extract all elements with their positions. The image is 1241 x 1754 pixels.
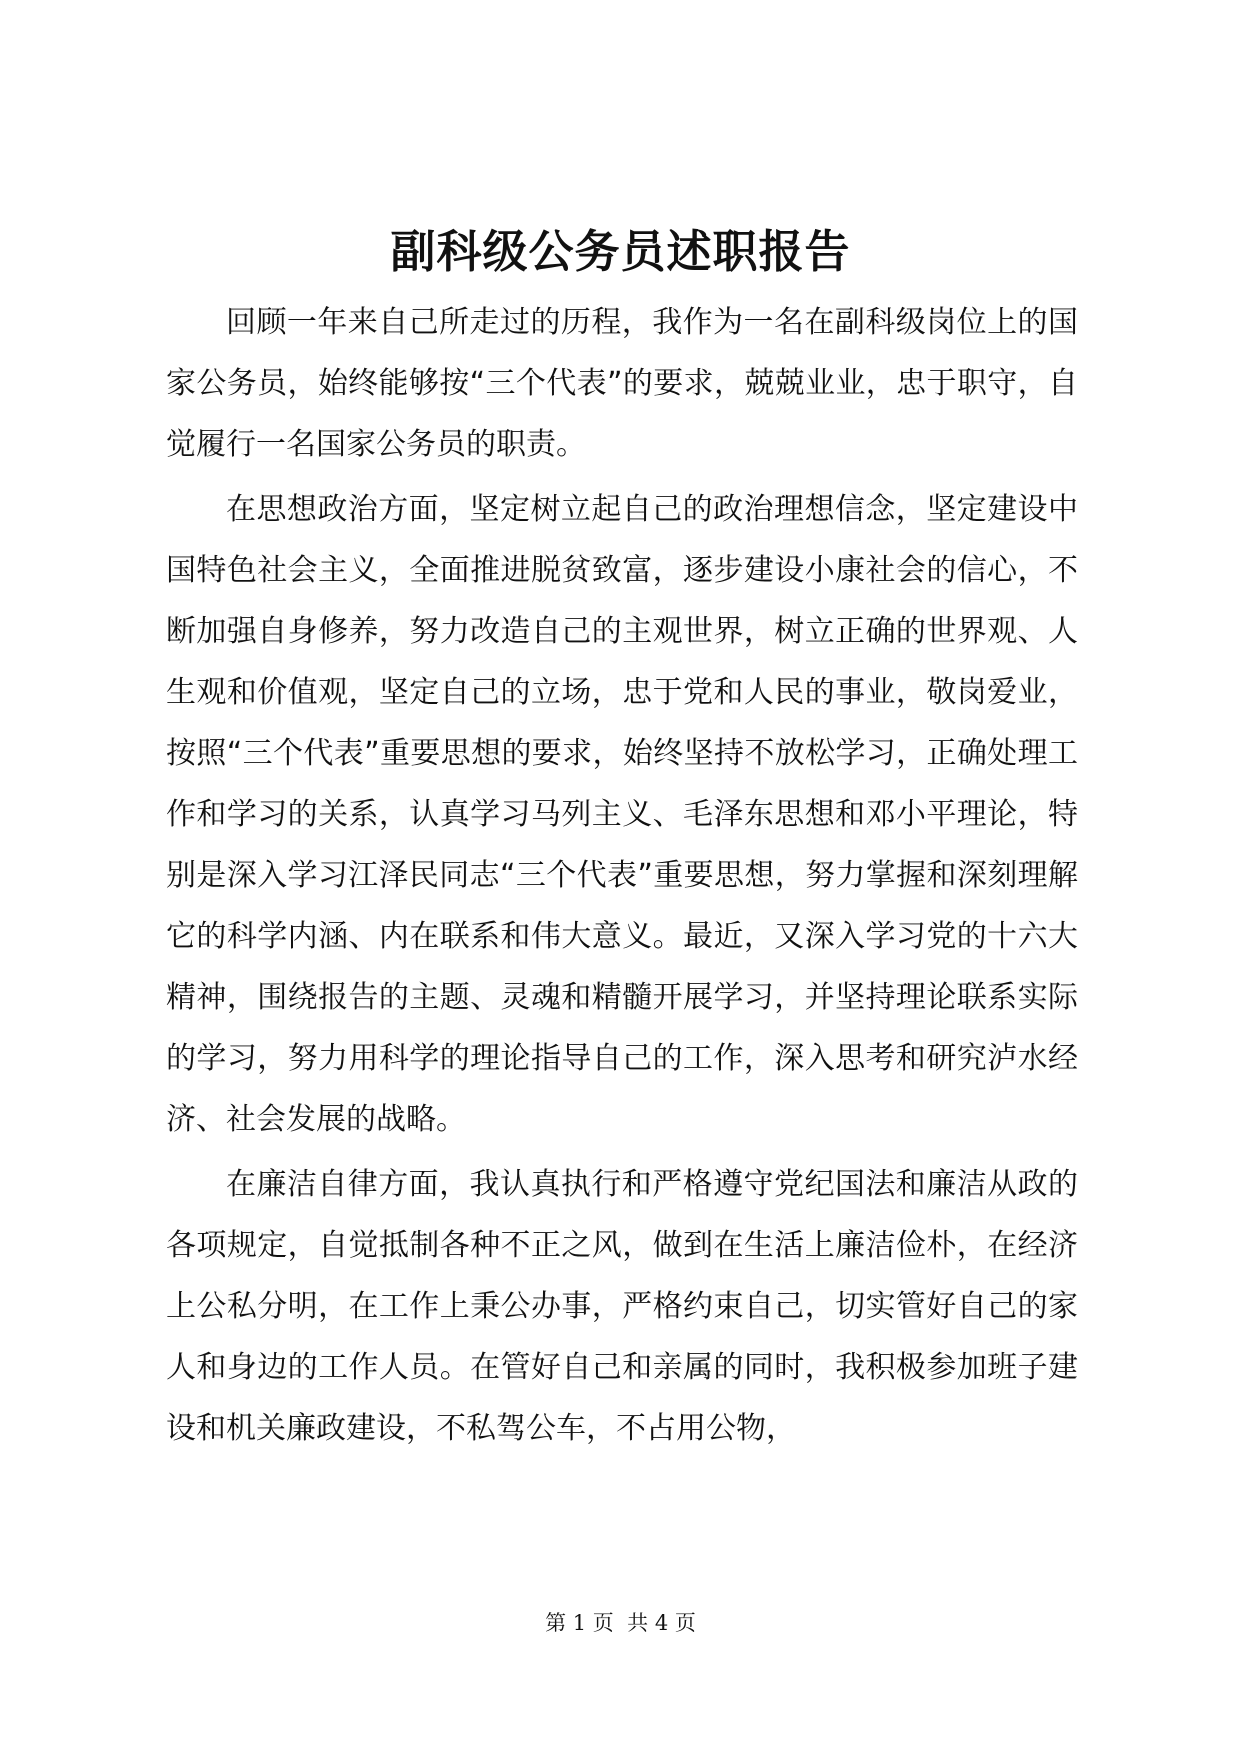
paragraph-ideology: 在思想政治方面，坚定树立起自己的政治理想信念，坚定建设中国特色社会主义，全面推进脱贫致富，逐步建设小康社会的信心，不断加强自身修养，努力改造自己的主观世界，树立正确的世界观、人生观和价值观，坚定自己的立场，忠于党和人民的事业，敬岗爱业，按照“三个代表”重要思想的要求，始终坚持不放松学习，正确处理工作和学习的关系，认真学习马列主义、毛泽东思想和邓小平理论，特别是深入学习江泽民同志“三个代表”重要思想，努力掌握和深刻理解它的科学内涵、内在联系和伟大意义。最近，又深入学习党的十六大精神，围绕报告的主题、灵魂和精髓开展学习，并坚持理论联系实际的学习，努力用科学的理论指导自己的工作，深入思考和研究泸水经济、社会发展的战略。 xyxy=(166,492,1078,1137)
footer-spacer xyxy=(614,1611,627,1635)
paragraph-intro: 回顾一年来自己所走过的历程，我作为一名在副科级岗位上的国家公务员，始终能够按“三个代表”的要求，兢兢业业，忠于职守，自觉履行一名国家公务员的职责。 xyxy=(166,305,1078,462)
paragraph-integrity: 在廉洁自律方面，我认真执行和严格遵守党纪国法和廉洁从政的各项规定，自觉抵制各种不正之风，做到在生活上廉洁俭朴，在经济上公私分明，在工作上秉公办事，严格约束自己，切实管好自己的家人和身边的工作人员。在管好自己和亲属的同时，我积极参加班子建设和机关廉政建设，不私驾公车，不占用公物， xyxy=(166,1167,1078,1446)
document-body xyxy=(166,292,1078,1463)
page-number: 第 1 页 xyxy=(545,1611,614,1635)
page-footer xyxy=(0,1608,1241,1638)
page-total: 共 4 页 xyxy=(627,1611,696,1635)
document-title: 副科级公务员述职报告 xyxy=(390,225,851,278)
